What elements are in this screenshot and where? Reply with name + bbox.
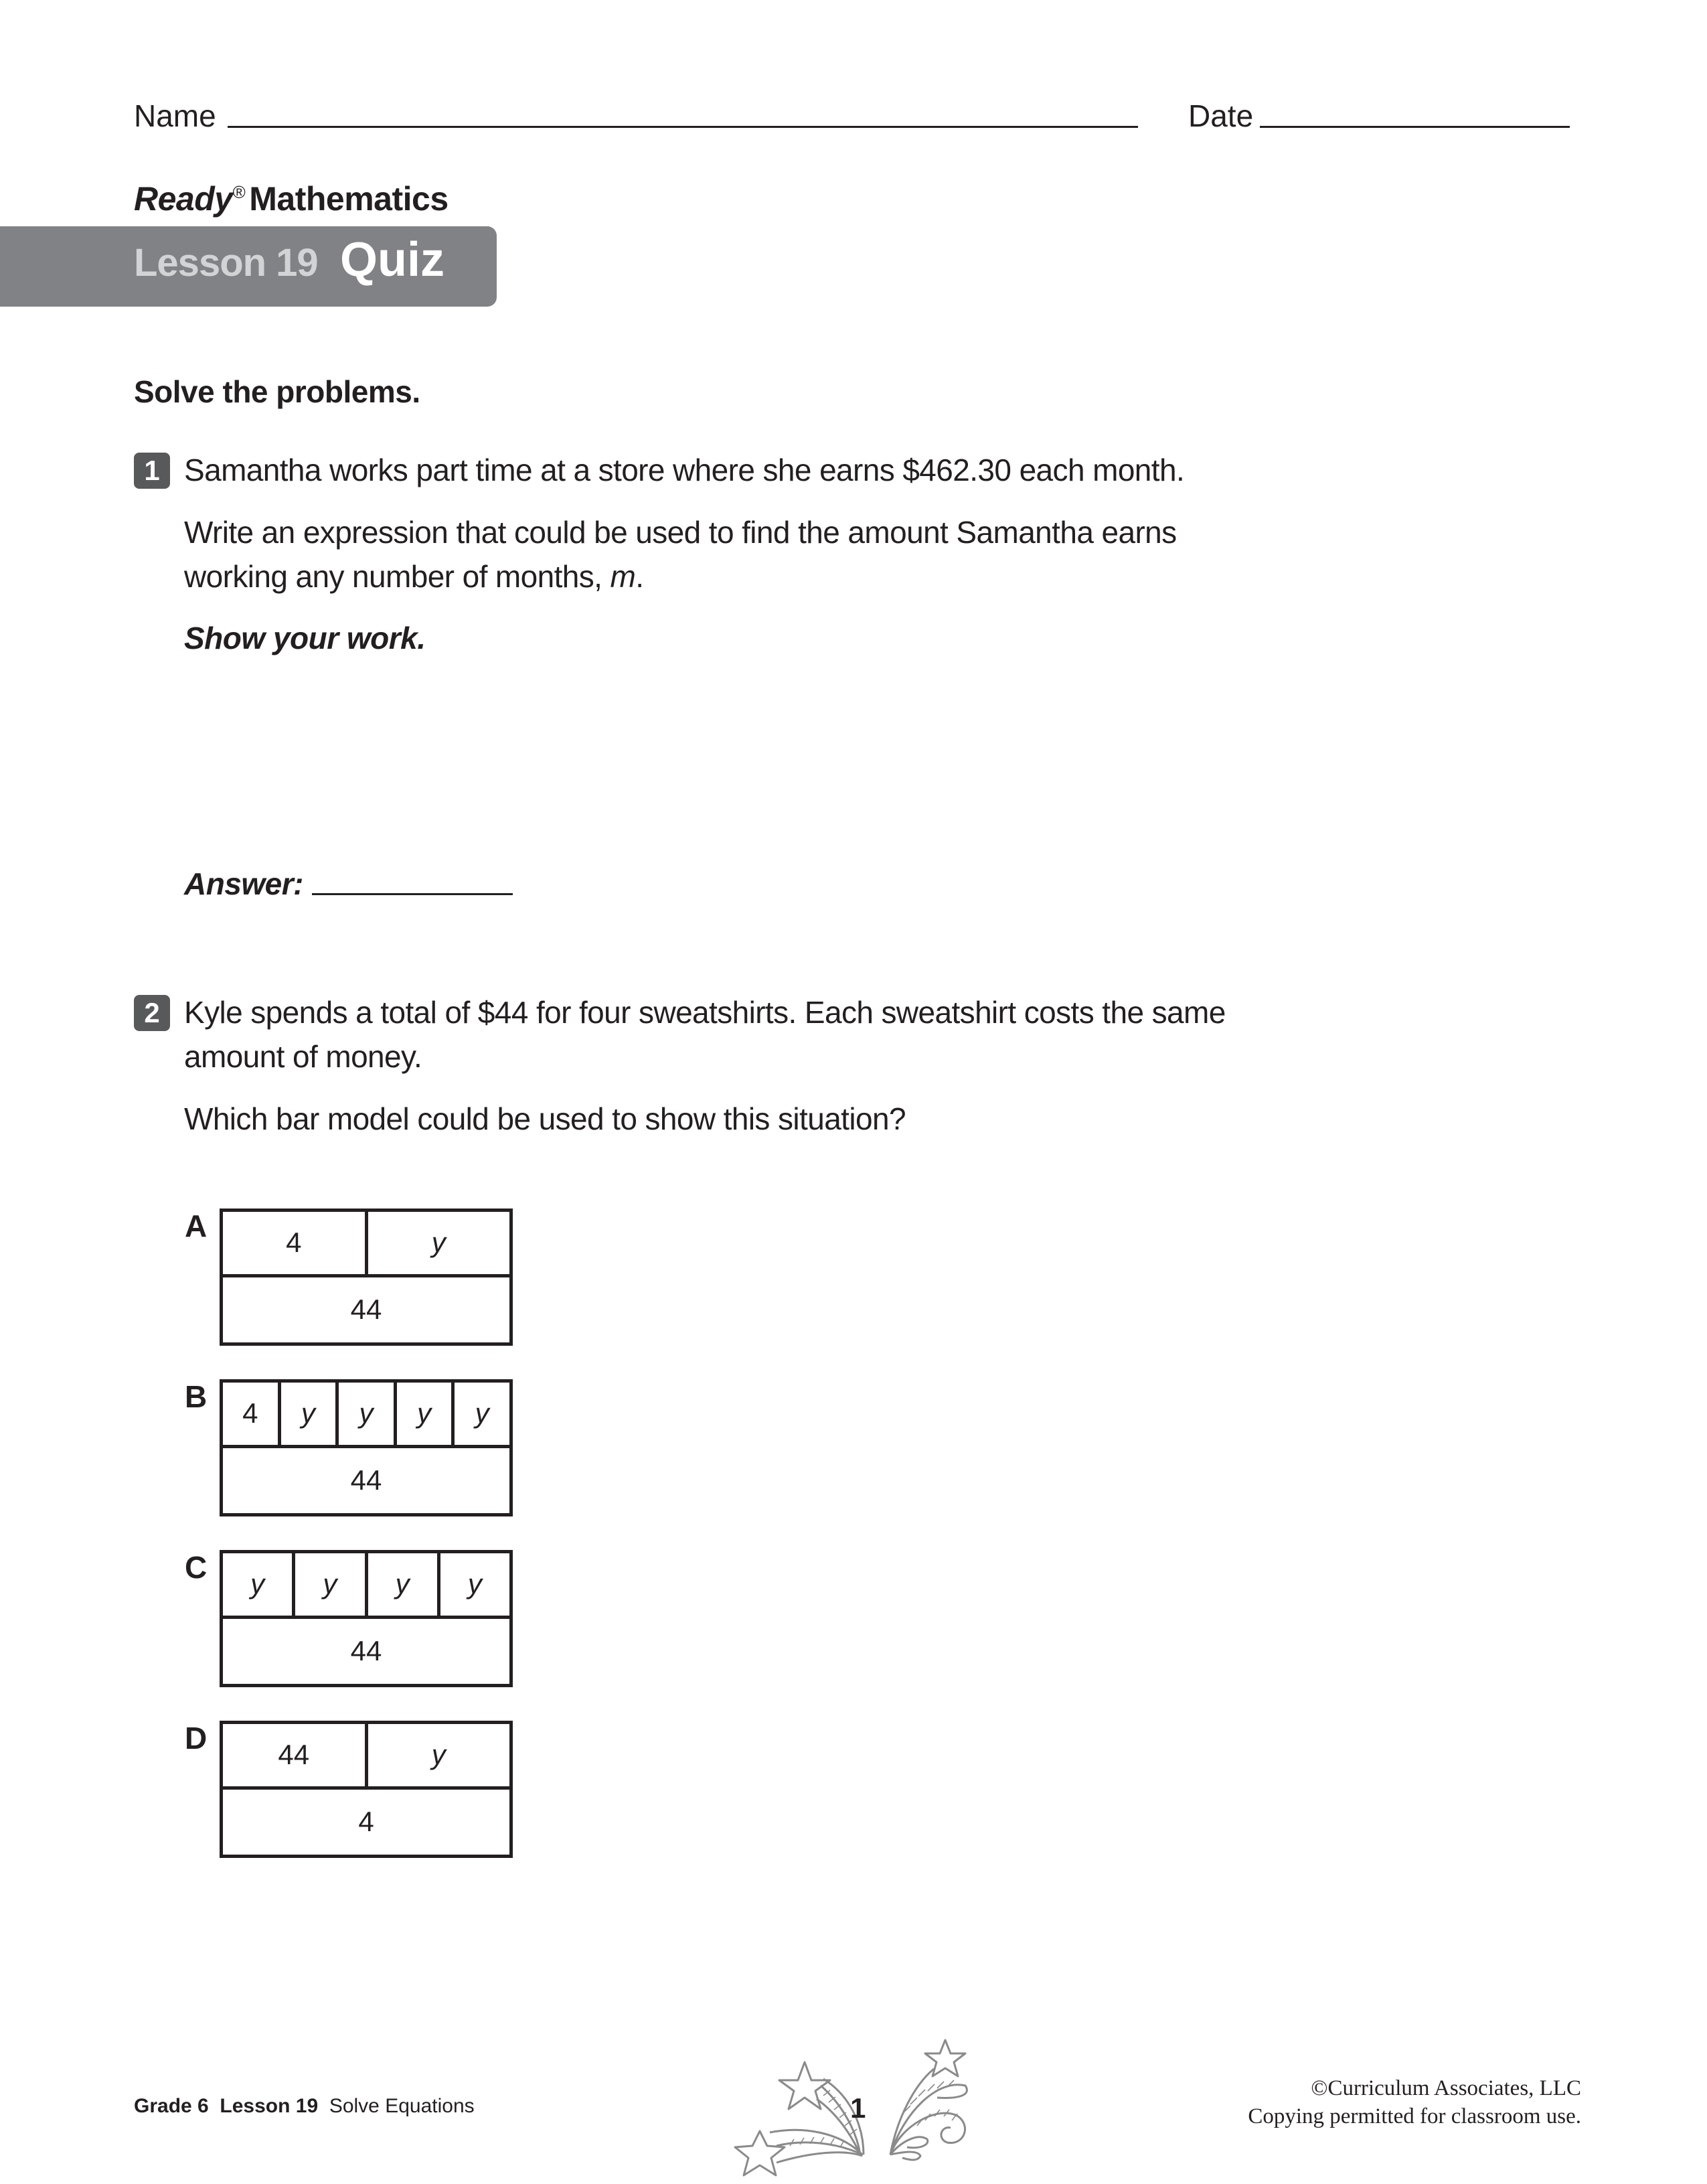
footer-copyright: [1248, 2074, 1581, 2130]
answer-field[interactable]: [312, 893, 513, 895]
option-a-bar-model[interactable]: [220, 1208, 513, 1346]
question-1-badge: 1: [134, 453, 170, 489]
bar-cell: y: [394, 1383, 452, 1445]
registered-mark: ®: [232, 182, 246, 202]
question-2-text-line-2: amount of money.: [184, 1039, 422, 1074]
lesson-number: Lesson 19: [134, 241, 318, 285]
bar-cell: y: [335, 1383, 394, 1445]
question-2-prompt: Which bar model could be used to show this situation?: [184, 1101, 906, 1136]
bar-cell: y: [250, 1568, 265, 1600]
bar-model-bottom-row: [223, 1790, 509, 1855]
page-number: 1: [850, 2092, 866, 2124]
bar-cell-total: 44: [350, 1635, 382, 1667]
instructions: Solve the problems.: [134, 374, 420, 409]
brand-mathematics: Mathematics: [249, 180, 449, 218]
option-d-bar-model[interactable]: [220, 1721, 513, 1858]
bar-cell-total: 44: [350, 1464, 382, 1496]
brand-title: [134, 182, 449, 216]
option-b-bar-model[interactable]: [220, 1379, 513, 1516]
question-1-prompt-line-2: [184, 554, 643, 599]
question-1-prompt-line-1: Write an expression that could be used to find the amount Samantha earns: [184, 515, 1177, 550]
show-your-work-label: Show your work.: [184, 621, 426, 655]
bar-cell: y: [437, 1553, 509, 1616]
quiz-title: Quiz: [340, 233, 444, 287]
bar-cell-total: 44: [350, 1294, 382, 1326]
bar-cell: 44: [278, 1739, 310, 1771]
question-1-text: Samantha works part time at a store where she earns $462.30 each month.: [184, 453, 1185, 487]
copyright-text: ©Curriculum Associates, LLC: [1311, 2076, 1581, 2100]
option-c-letter[interactable]: C: [185, 1550, 208, 1585]
brand-ready: Ready: [134, 180, 233, 218]
bar-cell: y: [451, 1383, 509, 1445]
bar-cell: 4: [286, 1227, 302, 1259]
name-label: Name: [134, 98, 216, 133]
answer-label: Answer:: [184, 866, 303, 901]
bar-model-bottom-row: [223, 1619, 509, 1685]
work-area[interactable]: [184, 663, 1255, 837]
bar-model-bottom-row: [223, 1448, 509, 1514]
bar-model-top-row: [223, 1724, 509, 1790]
option-d-letter[interactable]: D: [185, 1721, 208, 1756]
prompt-text: working any number of months,: [184, 559, 611, 594]
footer-grade: Grade 6: [134, 2095, 209, 2117]
date-label: Date: [1188, 98, 1254, 133]
name-field[interactable]: [228, 126, 1138, 128]
option-b-letter[interactable]: B: [185, 1379, 208, 1414]
question-2-badge: 2: [134, 995, 170, 1031]
question-2-text-line-1: Kyle spends a total of $44 for four sweatshirts. Each sweatshirt costs the same: [184, 995, 1226, 1030]
bar-cell: y: [365, 1212, 510, 1274]
bar-cell: y: [278, 1383, 336, 1445]
bar-model-bottom-row: [223, 1277, 509, 1343]
permission-text: Copying permitted for classroom use.: [1248, 2104, 1581, 2128]
footer-lesson: Lesson 19: [220, 2095, 319, 2117]
option-c-bar-model[interactable]: [220, 1550, 513, 1687]
bar-cell: y: [365, 1724, 510, 1786]
period: .: [635, 559, 644, 594]
bar-cell: 4: [242, 1397, 258, 1429]
bar-model-top-row: [223, 1553, 509, 1619]
bar-cell: y: [292, 1553, 364, 1616]
bar-model-top-row: [223, 1383, 509, 1448]
date-field[interactable]: [1260, 126, 1570, 128]
footer-course-info: [134, 2096, 475, 2116]
footer-topic: Solve Equations: [329, 2095, 475, 2117]
bar-cell: y: [365, 1553, 437, 1616]
bar-model-top-row: [223, 1212, 509, 1277]
option-a-letter[interactable]: A: [185, 1208, 208, 1243]
variable-m: m: [610, 559, 636, 594]
bar-cell-total: 4: [358, 1806, 374, 1838]
